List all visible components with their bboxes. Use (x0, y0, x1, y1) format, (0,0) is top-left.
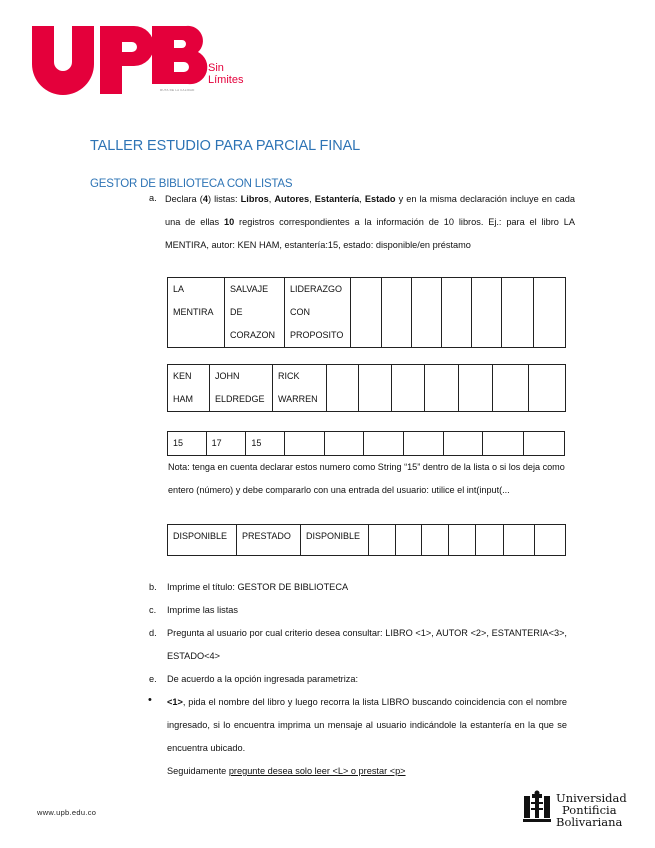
table-cell (483, 432, 524, 456)
table-row (168, 278, 566, 348)
table-cell (442, 278, 472, 348)
table-cell: DISPONIBLE (301, 525, 369, 556)
follow-text (167, 760, 567, 783)
table-row (168, 525, 566, 556)
brand-sin: Sin (208, 62, 224, 74)
table-cell (359, 365, 392, 412)
table-cell: 15 (168, 432, 207, 456)
bold-run: Libros (240, 194, 269, 204)
table-cell (425, 365, 459, 412)
text-run: , (268, 194, 275, 204)
item-d-marker: d. (149, 628, 157, 638)
university-seal-icon (522, 790, 552, 824)
bold-run: 10 (223, 217, 235, 227)
table-cell (412, 278, 442, 348)
table-cell (529, 365, 566, 412)
table-row (168, 432, 565, 456)
table-cell: SALVAJE DE CORAZON (225, 278, 285, 348)
table-cell: 17 (206, 432, 246, 456)
table-cell: JOHN ELDREDGE (210, 365, 273, 412)
bullet-body: , pida el nombre del libro y luego recorra la lista LIBRO buscando coincidencia con el nombre ingresado, si lo encuentra imprima un mensaje al usuario indicándole la estantería en la que se encuentra ubicado. (167, 697, 567, 753)
table-cell (504, 525, 535, 556)
table-cell (535, 525, 566, 556)
table-cell (449, 525, 476, 556)
text-run: ) listas: (207, 194, 241, 204)
status-table (167, 524, 566, 556)
bold-run: Estantería (314, 194, 360, 204)
text-run: y en la misma declaración incluye en cada una de ellas (165, 194, 576, 227)
table-cell (327, 365, 359, 412)
shelves-table (167, 431, 565, 456)
university-name (556, 792, 627, 828)
footer-url: www.upb.edu.co (37, 808, 97, 817)
table-cell (502, 278, 534, 348)
item-c-text: Imprime las listas (167, 605, 238, 615)
table-cell (404, 432, 444, 456)
authors-table (167, 364, 566, 412)
table-cell (534, 278, 566, 348)
table-cell: LA MENTIRA (168, 278, 225, 348)
item-e-marker: e. (149, 674, 157, 684)
table-cell (364, 432, 404, 456)
table-cell (524, 432, 565, 456)
table-cell (392, 365, 425, 412)
table-cell: DISPONIBLE (168, 525, 237, 556)
brand-sin-limites (208, 62, 243, 86)
text-run: , (309, 194, 315, 204)
brand-limites: Límites (208, 74, 244, 86)
text-run: , (359, 194, 365, 204)
table-cell (382, 278, 412, 348)
univ-line-3: Bolivariana (556, 815, 623, 829)
table-cell: LIDERAZGO CON PROPOSITO (285, 278, 351, 348)
page-title: TALLER ESTUDIO PARA PARCIAL FINAL (90, 138, 361, 154)
table-cell (369, 525, 396, 556)
table-cell (459, 365, 493, 412)
table-cell (476, 525, 504, 556)
table-cell (396, 525, 422, 556)
brand-tagline: RUTA DE LA CALIDAD (160, 88, 195, 92)
table-cell (422, 525, 449, 556)
univ-line-1: Universidad (556, 791, 627, 805)
table-cell: 15 (246, 432, 285, 456)
table-cell (443, 432, 483, 456)
follow-underlined: pregunte desea solo leer <L> o prestar <p> (228, 766, 406, 776)
bullet-marker: • (148, 694, 152, 706)
text-run: registros correspondientes a la información de 10 libros. Ej.: para el libro LA MENTIRA, autor: KEN HAM, estantería:15, estado: disponible/en préstamo (165, 217, 575, 250)
table-cell (493, 365, 529, 412)
item-a-text (165, 188, 575, 257)
text-run: Declara ( (165, 194, 203, 204)
table-cell (472, 278, 502, 348)
books-table (167, 277, 566, 348)
follow-prefix: Seguidamente (167, 766, 229, 776)
bold-run: Autores (274, 194, 310, 204)
table-cell: KEN HAM (168, 365, 210, 412)
item-d-text: Pregunta al usuario por cual criterio desea consultar: LIBRO <1>, AUTOR <2>, ESTANTERIA<3>, ESTADO<4> (167, 628, 567, 661)
bold-run: 4 (202, 194, 208, 204)
bold-run: Estado (364, 194, 396, 204)
table-cell (324, 432, 364, 456)
bullet-text (167, 691, 567, 760)
table-cell: RICK WARREN (273, 365, 327, 412)
item-c-marker: c. (149, 605, 157, 615)
univ-line-2: Pontificia (562, 803, 617, 817)
table-row (168, 365, 566, 412)
item-b-text: Imprime el título: GESTOR DE BIBLIOTECA (167, 582, 349, 592)
bullet-bold: <1> (167, 697, 183, 707)
table-cell (351, 278, 382, 348)
item-b-marker: b. (149, 582, 157, 592)
table-cell: PRESTADO (237, 525, 301, 556)
item-e-text: De acuerdo a la opción ingresada parametriza: (167, 674, 359, 684)
section-subtitle: GESTOR DE BIBLIOTECA CON LISTAS (90, 178, 293, 190)
table-cell (285, 432, 325, 456)
note-text: Nota: tenga en cuenta declarar estos numero como String “15” dentro de la lista o si los deja como entero (número) y debe compararlo con una entrada del usuario: utilice el int(input(... (168, 462, 565, 495)
item-a-marker: a. (149, 193, 157, 203)
